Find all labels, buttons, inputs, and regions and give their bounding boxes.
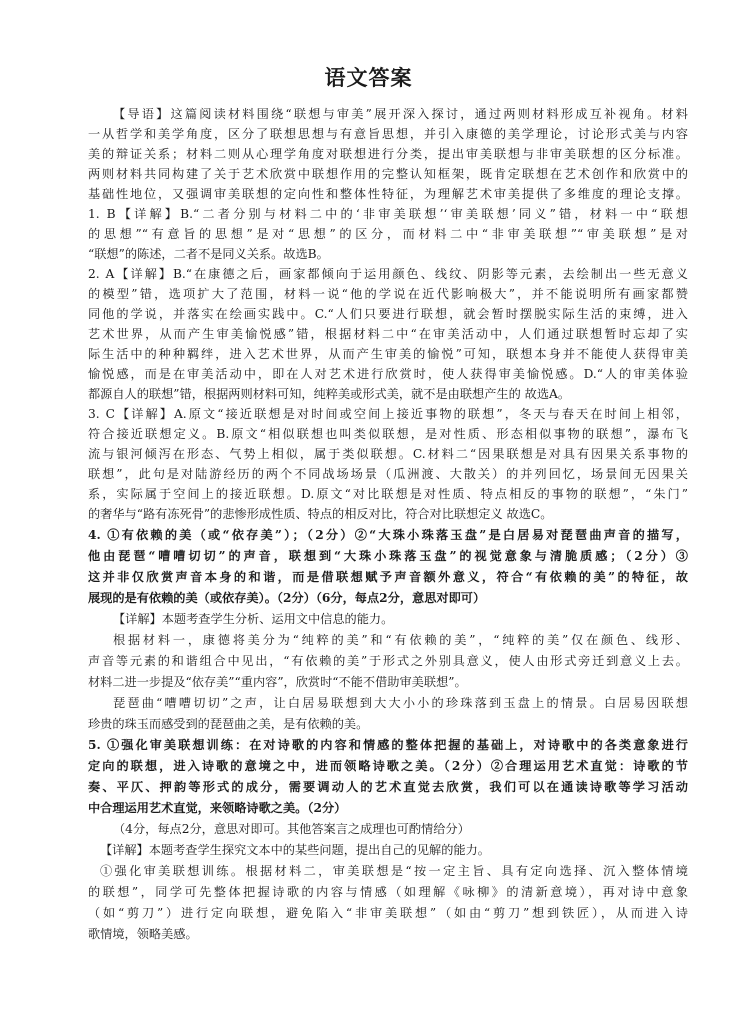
answer-1-line: “联想”的陈述，二者不是同义关系。故选B。 — [88, 247, 329, 261]
answer-3-line: 3. C【详解】A.原文“接近联想是对时间或空间上接近事物的联想”，冬天与春天在时间上相邻， — [88, 407, 688, 421]
answer-4-line: 这并非仅欣赏声音本身的和谐，而是借联想赋予声音额外意义，符合“有依赖的美”的特征，故 — [88, 570, 688, 584]
answer-2-line: 同他的学说，并落实在绘画实践中。C.“人们只要进行联想，就会暂时摆脱实际生活的束缚，进入 — [88, 307, 688, 321]
answer-5-explanation-line: 歌情境，领略美感。 — [88, 927, 198, 941]
answer-3-line: 流与银河倾泻在形态、气势上相似，属于类似联想。C.材料二“因果联想是对具有因果关系事物的 — [88, 447, 688, 461]
answer-5-explanation-line: ①强化审美联想训练。根据材料二，审美联想是“按一定主旨、具有定向选择、沉入整体情境 — [100, 864, 688, 878]
answer-4-explanation-line: 珍贵的珠玉而感受到的琵琶曲之美，是有依赖的美。 — [88, 717, 369, 731]
answer-2-line: 愉悦感，而是在审美活动中，即在人对艺术进行欣赏时，使人获得审美愉悦感。D.“人的审美体验 — [88, 367, 688, 381]
answer-3-line: 联想”，此句是对陆游经历的两个不同战场场景（瓜洲渡、大散关）的并列回忆，场景间无因果关 — [88, 467, 688, 481]
answer-5-line: 奏、平仄、押韵等形式的成分，需要调动人的艺术直觉去欣赏，我们可以在通读诗歌等学习活动 — [88, 780, 688, 794]
answer-2-line: 的模型”错，选项扩大了范围，材料一说“他的学说在近代影响极大”，并不能说明所有画家都赞 — [88, 287, 688, 301]
answer-4-line: 展现的是有依赖的美（或依存美）。（2分）（6分，每点2分，意思对即可） — [88, 591, 486, 605]
answer-5-explanation-line: 【详解】本题考查学生探究文本中的某些问题，提出自己的见解的能力。 — [100, 843, 490, 857]
answer-4-line: 他由琵琶“嘈嘈切切”的声音，联想到“大珠小珠落玉盘”的视觉意象与清脆质感；（2分）③ — [88, 549, 688, 563]
page-title: 语文答案 — [324, 65, 413, 90]
answer-2-line: 际生活中的种种羁绊，进入艺术世界，从而产生审美的愉悦”可知，联想本身并不能使人获得审美 — [88, 347, 688, 361]
intro-line: 基础性地位，又强调审美联想的定向性和整体性特征，为理解艺术审美提供了多维度的理论支撑。 — [88, 187, 688, 201]
answer-1-line: 1. B【详解】B.“二者分别与材料二中的‘非审美联想’‘审美联想’同义”错，材料一中“联想 — [88, 207, 688, 221]
answer-5-explanation-line: （如“剪刀”）进行定向联想，避免陷入“非审美联想”（如由“剪刀”想到铁匠），从而进入诗 — [88, 906, 688, 920]
answer-1-line: 的思想”“有意旨的思想”是对“思想”的区分，而材料二中“非审美联想”“审美联想”是对 — [88, 227, 688, 241]
answer-5-line: 5. ①强化审美联想训练：在对诗歌的内容和情感的整体把握的基础上，对诗歌中的各类意象进行 — [88, 738, 688, 752]
answer-5-scoring-line: （4分，每点2分，意思对即可。其他答案言之成理也可酌情给分） — [113, 822, 470, 836]
answer-4-explanation-line: 【详解】本题考查学生分析、运用文中信息的能力。 — [113, 612, 394, 626]
answer-2-line: 2. A【详解】B.“在康德之后，画家都倾向于运用颜色、线纹、阴影等元素，去绘制出一些无意义 — [88, 267, 688, 281]
answer-5-line: 定向的联想，进入诗歌的意境之中，进而领略诗歌之美。（2分）②合理运用艺术直觉：诗歌的节 — [88, 759, 688, 773]
answer-3-line: 的奢华与“路有冻死骨”的悲惨形成性质、特点的相反对比，符合对比联想定义 故选C。 — [88, 507, 553, 521]
answer-2-line: 都源自人的联想”错，根据两则材料可知，纯粹美或形式美，就不是由联想产生的 故选A。 — [88, 387, 571, 401]
intro-line: 美的辩证关系；材料二则从心理学角度对联想进行分类，提出审美联想与非审美联想的区分标准。 — [88, 147, 688, 161]
intro-line: 一从哲学和美学角度，区分了联想思想与有意旨思想，并引入康德的美学理论，讨论形式美与内容 — [88, 127, 688, 141]
intro-line: 两则材料共同构建了关于艺术欣赏中联想作用的完整认知框架，既肯定联想在艺术创作和欣赏中的 — [88, 167, 688, 181]
answer-3-line: 符合接近联想定义。B.原文“相似联想也叫类似联想，是对性质、形态相似事物的联想”，瀑布飞 — [88, 427, 688, 441]
answer-4-explanation-line: 琵琶曲“嘈嘈切切”之声，让白居易联想到大大小小的珍珠落到玉盘上的情景。白居易因联想 — [113, 696, 688, 710]
answer-4-explanation-line: 根据材料一，康德将美分为“纯粹的美”和“有依赖的美”，“纯粹的美”仅在颜色、线形、 — [113, 633, 688, 647]
answer-4-line: 4. ①有依赖的美（或“依存美”）；（2分）②“大珠小珠落玉盘”是白居易对琵琶曲声音的描写， — [88, 528, 688, 542]
answer-5-explanation-line: 的联想”，同学可先整体把握诗歌的内容与情感（如理解《咏柳》的清新意境），再对诗中意象 — [88, 885, 688, 899]
intro-line: 【导语】这篇阅读材料围绕“联想与审美”展开深入探讨，通过两则材料形成互补视角。材料 — [113, 107, 688, 121]
answer-5-line: 中合理运用艺术直觉，来领略诗歌之美。（2分） — [88, 801, 347, 815]
answer-3-line: 系，实际属于空间上的接近联想。D.原文“对比联想是对性质、特点相反的事物的联想”，“朱门” — [88, 487, 688, 501]
answer-2-line: 艺术世界，从而产生审美愉悦感”错，根据材料二中“在审美活动中，人们通过联想暂时忘却了实 — [88, 327, 688, 341]
answer-4-explanation-line: 材料二进一步提及“依存美”“重内容”，欣赏时“不能不借助审美联想”。 — [88, 675, 467, 689]
answer-4-explanation-line: 声音等元素的和谐组合中见出，“有依赖的美”于形式之外别具意义，使人由形式旁迁到意义上去。 — [88, 654, 688, 668]
